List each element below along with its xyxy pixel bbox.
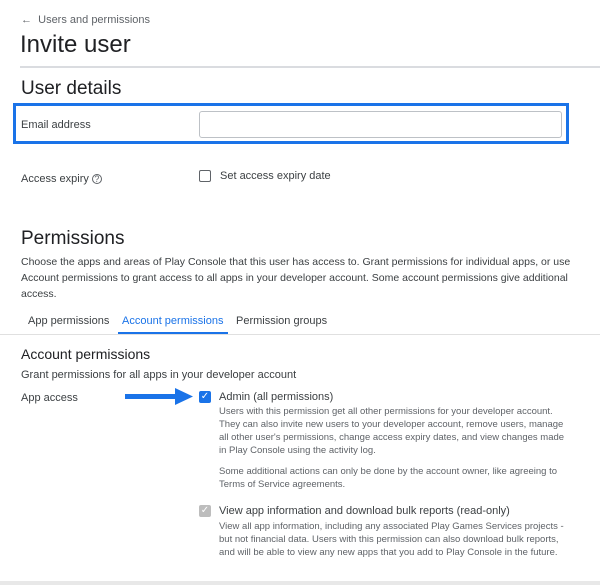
arrow-annotation-icon	[125, 388, 193, 405]
account-permissions-subtitle: Grant permissions for all apps in your developer account	[21, 369, 297, 381]
tab-account-permissions[interactable]: Account permissions	[122, 315, 224, 327]
access-expiry-text: Access expiry	[21, 173, 89, 185]
tab-bar	[0, 312, 600, 335]
permissions-heading: Permissions	[21, 228, 125, 249]
divider	[20, 66, 600, 68]
breadcrumb[interactable]	[21, 14, 150, 26]
tab-app-permissions[interactable]: App permissions	[28, 315, 110, 327]
breadcrumb-link[interactable]: Users and permissions	[38, 14, 150, 26]
view-app-info-checkbox	[199, 505, 211, 517]
user-details-heading: User details	[21, 78, 122, 99]
admin-description: Users with this permission get all other permissions for your developer account. They can also invite new users to your developer account, remove users, manage all other user's permissions, change access expiry dates, and view changes made in Play Console using the activity log.	[219, 406, 565, 456]
check-icon: ✓	[200, 505, 210, 516]
email-label: Email address	[21, 119, 91, 131]
arrow-back-icon: ←	[21, 14, 32, 26]
expiry-checkbox[interactable]	[199, 170, 211, 182]
bottom-edge	[0, 581, 600, 585]
tab-permission-groups[interactable]: Permission groups	[236, 315, 328, 327]
check-icon: ✓	[200, 391, 210, 402]
expiry-checkbox-label[interactable]: Set access expiry date	[220, 170, 331, 182]
permissions-description: Choose the apps and areas of Play Console that this user has access to. Grant permissions for individual apps, or use Account permissions to grant access to all apps in your developer account. Some account permissions give additional access.	[21, 256, 571, 300]
admin-option-label[interactable]: Admin (all permissions)	[219, 391, 334, 403]
email-input[interactable]	[199, 111, 562, 138]
admin-checkbox[interactable]	[199, 391, 211, 403]
view-app-info-label: View app information and download bulk reports (read-only)	[219, 505, 510, 517]
help-icon[interactable]: ?	[92, 174, 102, 184]
page-title: Invite user	[20, 31, 131, 58]
app-access-label: App access	[21, 392, 78, 404]
admin-note: Some additional actions can only be done by the account owner, like agreeing to Terms of Service agreements.	[219, 466, 558, 490]
account-permissions-heading: Account permissions	[21, 346, 151, 362]
access-expiry-label	[21, 173, 102, 185]
view-app-info-description: View all app information, including any associated Play Games Services projects - but not financial data. Users with this permission can also download bulk reports, and will be able to view any new apps that you add to Play Console in the future.	[219, 521, 564, 558]
